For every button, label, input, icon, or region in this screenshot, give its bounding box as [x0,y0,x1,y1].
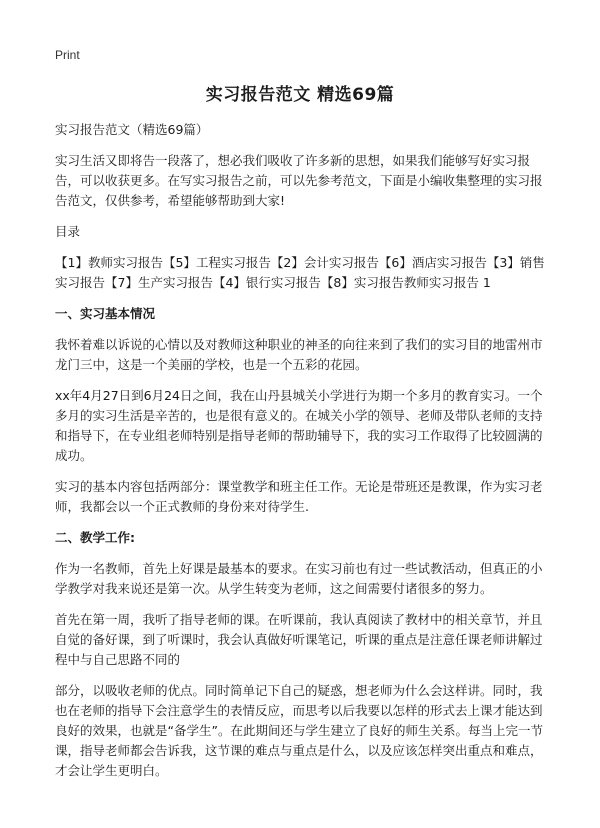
section-heading-internship-overview: 一、实习基本情况 [55,306,156,321]
toc-heading: 目录 [55,224,81,239]
section-heading-teaching-work: 二、教学工作: [55,530,135,545]
paragraph: xx年4月27日到6月24日之间，我在山丹县城关小学进行为期一个多月的教育实习。一个多月的实习生活是辛苦的，也是很有意义的。在城关小学的领导、老师及带队老师的支持和指导下，在专业组老师特别是指导老师的帮助辅导下，我的实习工作取得了比较圆满的成功。 [55,388,543,463]
paragraph: 作为一名教师，首先上好课是最基本的要求。在实习前也有过一些试教活动，但真正的小学教学对我来说还是第一次。从学生转变为老师，这之间需要付诸很多的努力。 [55,561,543,596]
paragraph: 部分，以吸收老师的优点。同时简单记下自己的疑惑，想老师为什么会这样讲。同时，我也在老师的指导下会注意学生的表情反应，而思考以后我要以怎样的形式去上课才能达到良好的效果，也就是“备学生”。在此期间还与学生建立了良好的师生关系。每当上完一节课，指导老师都会告诉我，这节课的难点与重点是什么，以及应该怎样突出重点和难点，才会让学生更明白。 [55,683,543,778]
document-body [55,120,550,792]
document-subtitle: 实习报告范文（精选69篇） [55,122,209,137]
table-of-contents: 【1】教师实习报告【5】工程实习报告【2】会计实习报告【6】酒店实习报告【3】销售实习报告【7】生产实习报告【4】银行实习报告【8】实习报告教师实习报告 1 [55,255,545,290]
paragraph: 实习的基本内容包括两部分：课堂教学和班主任工作。无论是带班还是教课，作为实习老师，我都会以一个正式教师的身份来对待学生. [55,479,543,514]
document-title: 实习报告范文 精选69篇 [205,85,395,105]
paragraph: 我怀着难以诉说的心情以及对教师这种职业的神圣的向往来到了我们的实习目的地雷州市龙门三中，这是一个美丽的学校，也是一个五彩的花园。 [55,337,543,372]
intro-paragraph: 实习生活又即将告一段落了，想必我们吸收了许多新的思想，如果我们能够写好实习报告，可以收获更多。在写实习报告之前，可以先参考范文，下面是小编收集整理的实习报告范文，仅供参考，希望能够帮助到大家! [55,153,543,208]
paragraph: 首先在第一周，我听了指导老师的课。在听课前，我认真阅读了教材中的相关章节，并且自觉的备好课，到了听课时，我会认真做好听课笔记，听课的重点是注意任课老师讲解过程中与自己思路不同的 [55,612,543,667]
print-label: Print [55,48,80,62]
